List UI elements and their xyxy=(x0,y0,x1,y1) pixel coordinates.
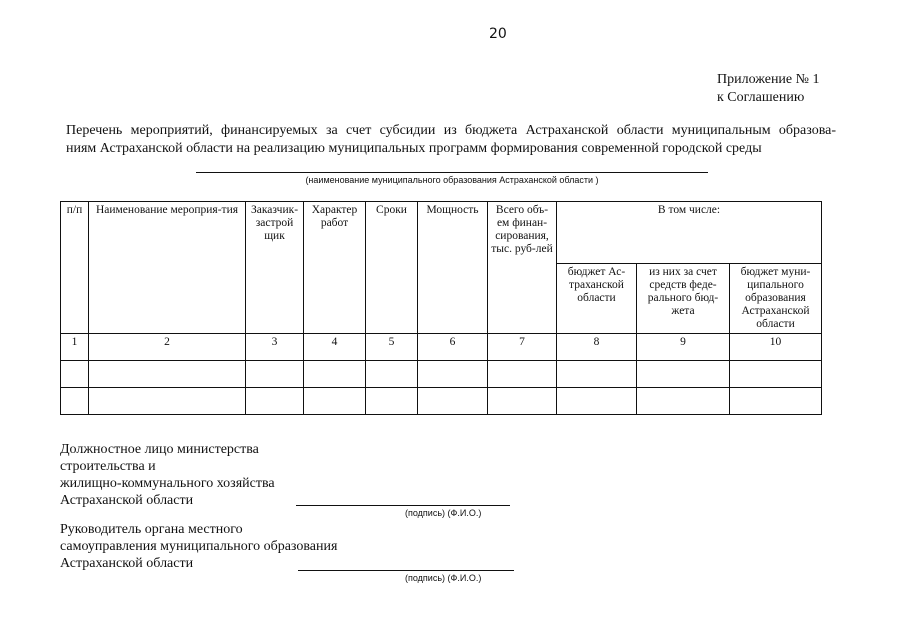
table-row xyxy=(61,361,822,388)
column-number: 5 xyxy=(366,334,418,361)
empty-cell xyxy=(61,388,89,415)
page-number: 20 xyxy=(489,26,507,42)
head-signature-block xyxy=(60,521,337,572)
header-total: Всего объ-ем финан-сирования, тыс. руб-лей xyxy=(488,202,557,334)
empty-cell xyxy=(637,361,730,388)
column-number: 4 xyxy=(304,334,366,361)
official-line-2: строительства и xyxy=(60,459,156,474)
official-line-1: Должностное лицо министерства xyxy=(60,442,259,457)
head-line-2: самоуправления муниципального образования xyxy=(60,539,338,554)
header-row xyxy=(61,202,822,264)
head-signature-line xyxy=(298,570,514,571)
header-customer: Заказчик-застрой щик xyxy=(246,202,304,334)
document-title xyxy=(66,122,836,158)
empty-cell xyxy=(418,388,488,415)
empty-cell xyxy=(246,361,304,388)
empty-cell xyxy=(488,388,557,415)
header-including: В том числе: xyxy=(557,202,822,264)
empty-cell xyxy=(730,388,822,415)
empty-cell xyxy=(89,388,246,415)
column-number: 3 xyxy=(246,334,304,361)
empty-cell xyxy=(730,361,822,388)
appendix-line-2: к Соглашению xyxy=(717,90,805,105)
header-regional-budget: бюджет Ас-траханской области xyxy=(557,264,637,334)
appendix-reference xyxy=(717,71,820,107)
official-signature-block xyxy=(60,441,275,509)
empty-cell xyxy=(418,361,488,388)
column-number: 2 xyxy=(89,334,246,361)
title-line-2: ниям Астраханской области на реализацию муниципальных программ формирования современной городской среды xyxy=(66,141,762,156)
empty-cell xyxy=(246,388,304,415)
header-character: Характер работ xyxy=(304,202,366,334)
table-row xyxy=(61,388,822,415)
empty-cell xyxy=(366,388,418,415)
header-municipal-budget: бюджет муни-ципального образования Астраханской области xyxy=(730,264,822,334)
column-number: 9 xyxy=(637,334,730,361)
empty-cell xyxy=(488,361,557,388)
head-line-3: Астраханской области xyxy=(60,556,194,571)
municipality-caption: (наименование муниципального образования Астраханской области ) xyxy=(305,175,599,185)
title-line-1: Перечень мероприятий, финансируемых за счет субсидии из бюджета Астраханской области муниципальным образова- xyxy=(66,123,836,138)
head-line-1: Руководитель органа местного xyxy=(60,522,243,537)
header-federal-funds: из них за счет средств феде-рального бюд-жета xyxy=(637,264,730,334)
column-number: 6 xyxy=(418,334,488,361)
official-signature-line xyxy=(296,505,510,506)
official-line-4: Астраханской области xyxy=(60,493,194,508)
municipality-name-line xyxy=(196,172,708,173)
empty-cell xyxy=(89,361,246,388)
official-line-3: жилищно-коммунального хозяйства xyxy=(60,476,275,491)
empty-cell xyxy=(304,361,366,388)
empty-cell xyxy=(637,388,730,415)
appendix-line-1: Приложение № 1 xyxy=(717,72,820,87)
empty-cell xyxy=(61,361,89,388)
column-number: 1 xyxy=(61,334,89,361)
column-number: 7 xyxy=(488,334,557,361)
empty-cell xyxy=(366,361,418,388)
column-numbers-row xyxy=(61,334,822,361)
column-number: 10 xyxy=(730,334,822,361)
empty-cell xyxy=(557,388,637,415)
header-num: п/п xyxy=(61,202,89,334)
head-signature-caption: (подпись) (Ф.И.О.) xyxy=(405,573,482,583)
empty-cell xyxy=(557,361,637,388)
header-capacity: Мощность xyxy=(418,202,488,334)
header-terms: Сроки xyxy=(366,202,418,334)
empty-cell xyxy=(304,388,366,415)
header-name: Наименование мероприя-тия xyxy=(89,202,246,334)
official-signature-caption: (подпись) (Ф.И.О.) xyxy=(405,508,482,518)
measures-table xyxy=(60,201,822,415)
column-number: 8 xyxy=(557,334,637,361)
